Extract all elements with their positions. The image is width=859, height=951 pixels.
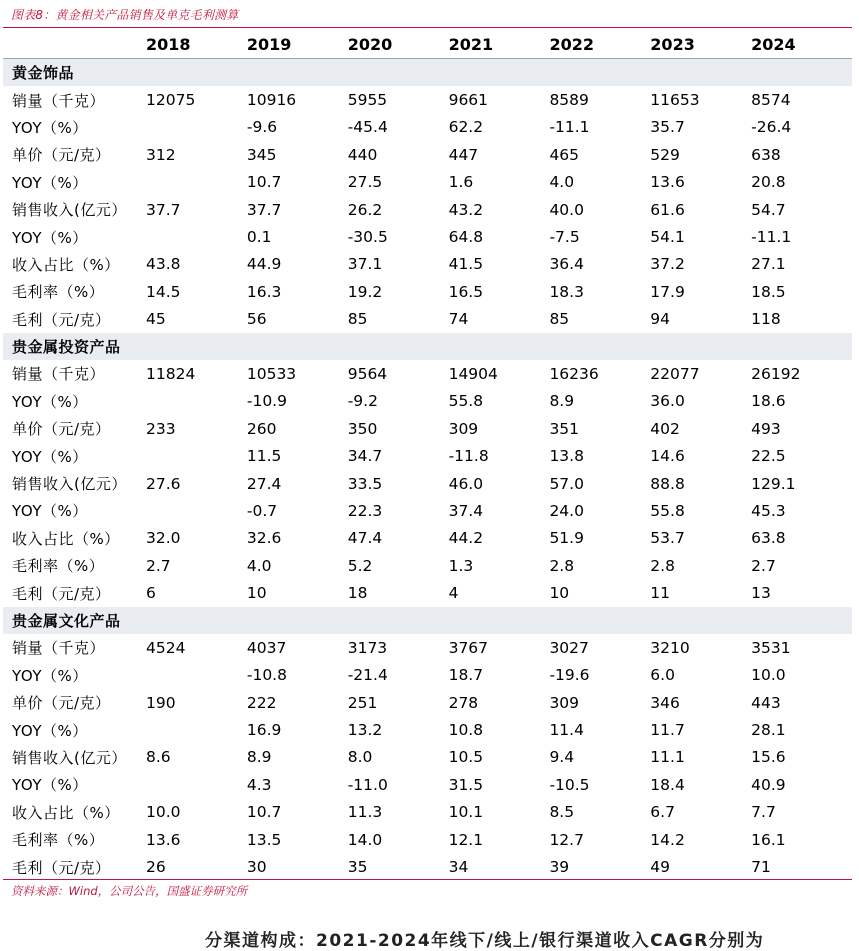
table-cell: 13 [751, 584, 771, 603]
table-cell: 6.7 [650, 803, 675, 822]
table-cell: 63.8 [751, 529, 786, 548]
table-cell: 118 [751, 310, 781, 329]
table-cell: 40.9 [751, 775, 786, 794]
table-cell: -30.5 [347, 228, 388, 247]
table-cell: 16.9 [246, 721, 282, 740]
table-cell: 4.0 [549, 173, 575, 192]
table-cell: 26.2 [347, 200, 383, 219]
table-row [3, 360, 852, 387]
table-row [3, 525, 852, 552]
section-row [3, 607, 852, 634]
table-cell: 3173 [347, 638, 388, 657]
table-cell: 47.4 [347, 529, 383, 548]
table-cell: 11.3 [347, 803, 383, 822]
table-cell: 43.8 [146, 255, 181, 274]
table-row [3, 141, 852, 168]
table-cell: 37.7 [146, 200, 181, 219]
table-row [3, 771, 852, 798]
section-title: 贵金属文化产品 [3, 607, 852, 634]
table-cell [146, 442, 247, 469]
table-cell: 9661 [448, 91, 489, 110]
section-row [3, 59, 852, 87]
table-cell: 18.3 [549, 282, 584, 301]
table-cell: 4524 [146, 638, 186, 657]
table-row [3, 579, 852, 606]
table-cell: 1.3 [448, 556, 474, 575]
table-cell: 30 [246, 858, 267, 877]
table-cell: 71 [751, 858, 771, 877]
table-cell: 6 [146, 584, 156, 603]
table-cell: 309 [549, 693, 580, 712]
table-cell: 33.5 [347, 474, 383, 493]
table-cell: 233 [146, 419, 176, 438]
table-cell: 529 [650, 145, 680, 164]
table-cell: 53.7 [650, 529, 685, 548]
table-cell: 3210 [650, 638, 690, 657]
row-label: 毛利（元/克） [12, 584, 111, 603]
table-cell: 35 [347, 858, 368, 877]
table-cell: 13.6 [650, 173, 685, 192]
table-cell: 17.9 [650, 282, 685, 301]
table-cell: 16236 [549, 364, 599, 383]
table-row [3, 278, 852, 305]
table-cell: 14.0 [347, 830, 383, 849]
section-title: 黄金饰品 [3, 59, 852, 87]
table-cell: 57.0 [549, 474, 584, 493]
table-cell: -0.7 [246, 501, 278, 520]
table-cell [146, 114, 247, 141]
row-label: 毛利率（%） [12, 557, 105, 576]
table-cell: 1.6 [448, 173, 474, 192]
table-cell: 36.0 [650, 392, 685, 411]
row-label: YOY（%） [12, 118, 88, 137]
column-header: 2023 [650, 30, 751, 59]
table-cell: 4 [448, 584, 459, 603]
table-cell: 14.6 [650, 447, 685, 466]
table-cell: 16.1 [751, 830, 786, 849]
row-label: YOY（%） [12, 173, 88, 192]
table-cell: 4037 [246, 638, 287, 657]
table-cell: 11824 [146, 364, 196, 383]
table-cell: 440 [347, 145, 378, 164]
column-header: 2022 [549, 30, 650, 59]
table-cell: 64.8 [448, 228, 484, 247]
table-cell: 345 [246, 145, 277, 164]
table-cell: 351 [549, 419, 580, 438]
row-label: 销售收入(亿元） [12, 748, 127, 767]
table-cell: 4.0 [246, 556, 272, 575]
row-label: YOY（%） [12, 447, 88, 466]
row-label: 毛利（元/克） [12, 310, 111, 329]
table-cell: 14.5 [146, 282, 181, 301]
table-cell: 16.3 [246, 282, 282, 301]
table-cell: 45 [146, 310, 166, 329]
table-cell: 9.4 [549, 748, 575, 767]
table-cell: 4.3 [246, 775, 272, 794]
table-cell [146, 497, 247, 524]
table-cell [146, 223, 247, 250]
table-cell: -10.9 [246, 392, 287, 411]
row-label: 毛利（元/克） [12, 858, 111, 877]
table-cell: 35.7 [650, 118, 685, 137]
table-cell: -10.8 [246, 666, 287, 685]
table-cell: 85 [549, 310, 570, 329]
table-cell: 36.4 [549, 255, 584, 274]
section-row [3, 333, 852, 360]
row-label: YOY（%） [12, 392, 88, 411]
row-label: 收入占比（%） [12, 255, 120, 274]
table-cell: 34.7 [347, 447, 383, 466]
table-cell: 11.7 [650, 721, 685, 740]
table-cell: 2.7 [146, 556, 171, 575]
table-cell: 278 [448, 693, 479, 712]
table-cell: 10 [246, 584, 267, 603]
row-label: 销售收入(亿元） [12, 201, 127, 220]
table-cell: 55.8 [650, 501, 685, 520]
table-row [3, 442, 852, 469]
table-cell: 26 [146, 858, 166, 877]
table-row [3, 251, 852, 278]
table-cell: 16.5 [448, 282, 484, 301]
table-cell: 22.3 [347, 501, 383, 520]
table-cell: 8589 [549, 91, 589, 110]
table-cell: 2.7 [751, 556, 776, 575]
row-label: 单价（元/克） [12, 694, 111, 713]
table-cell: 7.7 [751, 803, 776, 822]
table-cell: 10.0 [146, 803, 181, 822]
table-cell: 61.6 [650, 200, 685, 219]
table-cell [146, 716, 247, 743]
table-cell: 5955 [347, 91, 388, 110]
table-cell: 18.7 [448, 666, 484, 685]
table-header [3, 30, 852, 59]
table-cell: 443 [751, 693, 781, 712]
table-row [3, 415, 852, 442]
table-cell: 34 [448, 858, 469, 877]
table-row [3, 552, 852, 579]
table-cell: 8.9 [246, 748, 272, 767]
table-row [3, 799, 852, 826]
table-cell [146, 388, 247, 415]
row-label: YOY（%） [12, 666, 88, 685]
table-cell: 11653 [650, 91, 700, 110]
top-rule [3, 27, 852, 28]
table-cell: 129.1 [751, 474, 796, 493]
row-label: 单价（元/克） [12, 420, 111, 439]
table-cell: -11.0 [347, 775, 388, 794]
table-cell: 11.4 [549, 721, 584, 740]
table-cell: 37.1 [347, 255, 383, 274]
table-row [3, 306, 852, 333]
table-cell: 222 [246, 693, 277, 712]
table-row [3, 196, 852, 223]
table-cell: 32.6 [246, 529, 282, 548]
table-cell: 493 [751, 419, 781, 438]
row-label: 毛利率（%） [12, 283, 105, 302]
table-cell: 14904 [448, 364, 498, 383]
table-cell: 37.7 [246, 200, 282, 219]
table-cell: 88.8 [650, 474, 685, 493]
table-cell: 44.9 [246, 255, 282, 274]
table-cell: 18 [347, 584, 368, 603]
table-cell: 8.0 [347, 748, 373, 767]
table-row [3, 388, 852, 415]
table-cell: 49 [650, 858, 671, 877]
table-cell: 51.9 [549, 529, 584, 548]
table-cell: 8.6 [146, 748, 171, 767]
column-header: 2019 [247, 30, 348, 59]
table-row [3, 826, 852, 853]
table-cell: 74 [448, 310, 469, 329]
table-body [3, 59, 852, 881]
row-label: 收入占比（%） [12, 803, 120, 822]
table-cell: 260 [246, 419, 277, 438]
table-cell: 3027 [549, 638, 589, 657]
table-cell: -9.6 [246, 118, 278, 137]
body-text-fragment: 分渠道构成：2021-2024年线下/线上/银行渠道收入CAGR分别为 [205, 931, 765, 951]
table-cell: 31.5 [448, 775, 484, 794]
table-cell: 43.2 [448, 200, 484, 219]
table-cell: 11 [650, 584, 671, 603]
row-label: YOY（%） [12, 228, 88, 247]
table-cell: 312 [146, 145, 176, 164]
table-cell: 346 [650, 693, 680, 712]
table-cell: 8.9 [549, 392, 575, 411]
table-cell: -26.4 [751, 118, 792, 137]
table-cell: 22077 [650, 364, 700, 383]
table-cell: 46.0 [448, 474, 484, 493]
row-label: YOY（%） [12, 721, 88, 740]
row-label: 单价（元/克） [12, 146, 111, 165]
table-cell: 3531 [751, 638, 791, 657]
table-cell: 27.4 [246, 474, 282, 493]
table-cell: 465 [549, 145, 580, 164]
table-cell: 10.7 [246, 173, 282, 192]
header-row [3, 30, 852, 59]
table-cell: 13.5 [246, 830, 282, 849]
table-row [3, 114, 852, 141]
column-header: 2020 [348, 30, 449, 59]
row-label: 销量（千克） [12, 365, 106, 384]
table-cell: 350 [347, 419, 378, 438]
table-row [3, 470, 852, 497]
table-cell: 8574 [751, 91, 791, 110]
table-cell [146, 771, 247, 798]
table-cell: -19.6 [549, 666, 590, 685]
table-cell: 10.7 [246, 803, 282, 822]
table-cell: 18.4 [650, 775, 685, 794]
table-row [3, 169, 852, 196]
row-label: YOY（%） [12, 776, 88, 795]
column-header: 2021 [449, 30, 550, 59]
table-cell: 10.5 [448, 748, 484, 767]
table-cell: -7.5 [549, 228, 580, 247]
table-cell: 40.0 [549, 200, 584, 219]
table-cell: 27.5 [347, 173, 383, 192]
table-cell: 10.8 [448, 721, 484, 740]
table-cell: 27.6 [146, 474, 181, 493]
table-cell: 32.0 [146, 529, 181, 548]
column-header: 2018 [146, 30, 247, 59]
table-cell: 55.8 [448, 392, 484, 411]
table-cell: 10916 [246, 91, 297, 110]
table-cell: 44.2 [448, 529, 484, 548]
table-cell: 13.2 [347, 721, 383, 740]
data-table [3, 30, 852, 881]
table-cell: -10.5 [549, 775, 590, 794]
row-label: 收入占比（%） [12, 529, 120, 548]
table-cell: 190 [146, 693, 176, 712]
table-cell: -11.1 [549, 118, 590, 137]
table-cell: 14.2 [650, 830, 685, 849]
table-row [3, 634, 852, 661]
figure-title: 图表8：黄金相关产品销售及单克毛利测算 [11, 8, 239, 22]
table-cell: 3767 [448, 638, 489, 657]
column-header: 2024 [751, 30, 852, 59]
table-cell: 54.7 [751, 200, 786, 219]
table-row [3, 853, 852, 880]
table-cell [146, 169, 247, 196]
table-cell: 12075 [146, 91, 196, 110]
table-cell [146, 662, 247, 689]
table-row [3, 744, 852, 771]
table-cell: 13.8 [549, 447, 584, 466]
table-row [3, 662, 852, 689]
table-cell: 24.0 [549, 501, 584, 520]
table-cell: 94 [650, 310, 671, 329]
table-row [3, 497, 852, 524]
row-label: 销量（千克） [12, 639, 106, 658]
table-cell: -11.8 [448, 447, 489, 466]
table-cell: 5.2 [347, 556, 373, 575]
bottom-rule [3, 879, 852, 880]
table-cell: 10533 [246, 364, 297, 383]
table-cell: 13.6 [146, 830, 181, 849]
table-cell: 37.2 [650, 255, 685, 274]
table-cell: 18.6 [751, 392, 786, 411]
table-cell: 18.5 [751, 282, 786, 301]
table-cell: 56 [246, 310, 267, 329]
section-title: 贵金属投资产品 [3, 333, 852, 360]
table-cell: 10.0 [751, 666, 786, 685]
table-cell: 11.1 [650, 748, 685, 767]
table-cell: 251 [347, 693, 378, 712]
table-cell: 28.1 [751, 721, 786, 740]
table-cell: 2.8 [650, 556, 675, 575]
row-label: 销量（千克） [12, 91, 106, 110]
table-cell: 19.2 [347, 282, 383, 301]
table-cell: 9564 [347, 364, 388, 383]
table-cell: 10.1 [448, 803, 484, 822]
table-cell: 41.5 [448, 255, 484, 274]
table-cell: 27.1 [751, 255, 786, 274]
table-cell: 26192 [751, 364, 801, 383]
table-cell: 15.6 [751, 748, 786, 767]
row-label: 销售收入(亿元） [12, 475, 127, 494]
table-row [3, 689, 852, 716]
table-cell: 62.2 [448, 118, 484, 137]
table-cell: 447 [448, 145, 479, 164]
table-cell: 10 [549, 584, 570, 603]
table-cell: 2.8 [549, 556, 575, 575]
table-row [3, 86, 852, 113]
table-cell: 11.5 [246, 447, 282, 466]
table-cell: 638 [751, 145, 781, 164]
header-empty-cell [3, 30, 146, 59]
table-cell: 54.1 [650, 228, 685, 247]
table-cell: -21.4 [347, 666, 388, 685]
table-row [3, 223, 852, 250]
table-cell: 39 [549, 858, 570, 877]
table-cell: 12.7 [549, 830, 584, 849]
table-cell: 402 [650, 419, 680, 438]
table-cell: -11.1 [751, 228, 792, 247]
table-cell: 85 [347, 310, 368, 329]
source-note: 资料来源：Wind，公司公告，国盛证券研究所 [11, 884, 248, 898]
table-cell: 8.5 [549, 803, 575, 822]
table-cell: 37.4 [448, 501, 484, 520]
table-cell: 12.1 [448, 830, 484, 849]
table-cell: -45.4 [347, 118, 388, 137]
table-cell: 20.8 [751, 173, 786, 192]
table-cell: 309 [448, 419, 479, 438]
table-cell: 45.3 [751, 501, 786, 520]
table-row [3, 716, 852, 743]
row-label: YOY（%） [12, 502, 88, 521]
table-cell: -9.2 [347, 392, 378, 411]
table-cell: 6.0 [650, 666, 675, 685]
table-cell: 22.5 [751, 447, 786, 466]
table-cell: 0.1 [246, 228, 272, 247]
row-label: 毛利率（%） [12, 831, 105, 850]
